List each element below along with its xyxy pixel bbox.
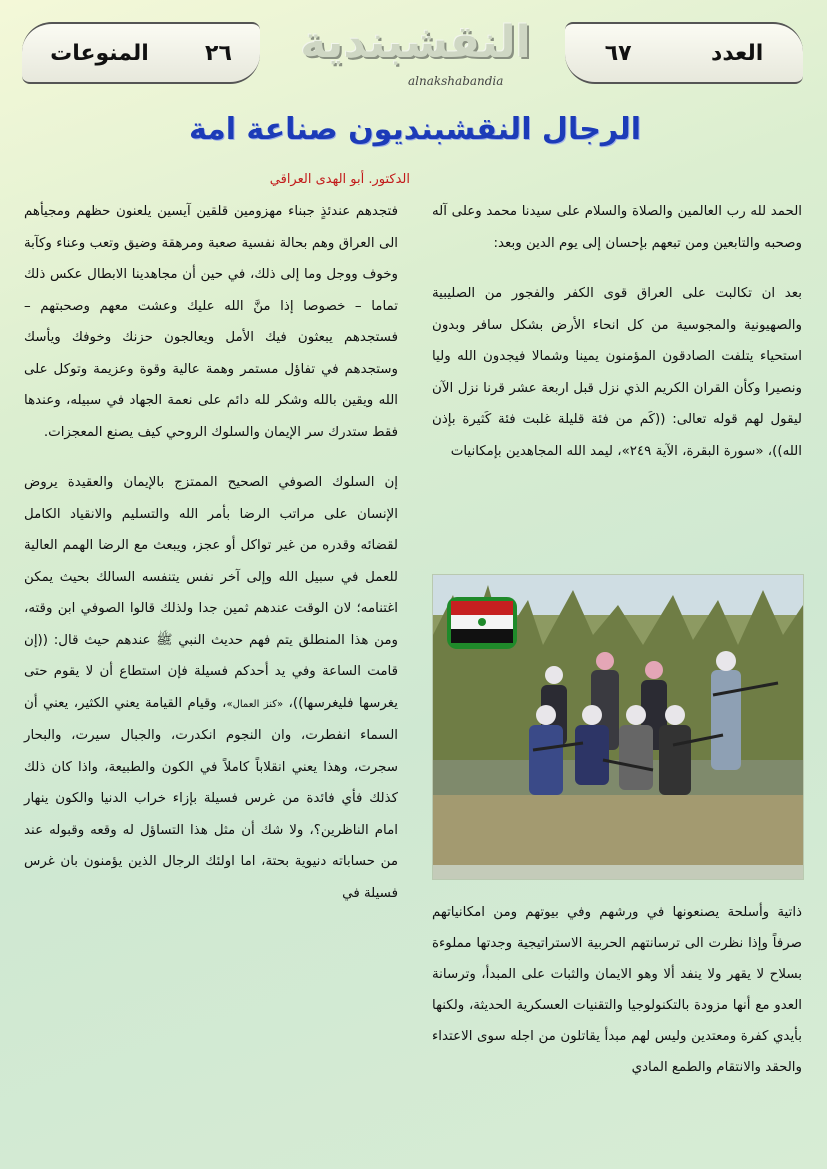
body-paragraph bbox=[24, 467, 398, 909]
logo-latin: alnakshabandia bbox=[408, 74, 504, 88]
page-number: ٢٦ bbox=[205, 40, 232, 66]
right-column-bottom bbox=[432, 897, 802, 1083]
paragraph-text: ، وقيام القيامة يعني الكثير، يعني أن السماء انفطرت، وان النجوم انكدرت، والجبال سيرت، والبحار سجرت، وهذا يعني انقلاباً كاملاً في الكون والطبيعة، واذا كان ذلك كذلك فأي فائدة من غرس فسيلة بإزاء خراب الدنيا والكون ينهار امام الناظرين؟، ولا شك أن مثل هذا التساؤل له وقعه وقبوله عند من حساباته دنيوية بحتة، اما اولئك الرجال الذين يؤمنون بان غرس فسيلة في bbox=[24, 695, 398, 901]
intro-paragraph: الحمد لله رب العالمين والصلاة والسلام على سيدنا محمد وعلى آله وصحبه والتابعين ومن تبعهم بإحسان إلى يوم الدين وبعد: bbox=[432, 204, 802, 251]
issue-number: ٦٧ bbox=[604, 40, 632, 66]
article-photo bbox=[432, 574, 804, 880]
logo-arabic: النقشبندية bbox=[300, 17, 531, 68]
paragraph-text: إن السلوك الصوفي الصحيح الممتزج بالإيمان والعقيدة يروض الإنسان على مراتب الرضا بأمر الله والتسليم والانقياد الكامل لقضائه وقدره من غير تواكل أو عجز، ويبعث مع الرضا الهمم العالية للعمل في سبيل الله وإلى آخر نفس يتنفسه السالك بحيث يمكن اغتنامه؛ لان الوقت عندهم ثمين جدا ولذلك قالوا الصوفي ابن وقته، ومن هذا المنطلق يتم فهم حديث النبي ﷺ عندهم حيث قال: ((إن قامت الساعة وفي يد أحدكم فسيلة فإن استطاع أن لا يقوم حتى يغرسها فليغرسها))، bbox=[24, 475, 398, 711]
issue-banner bbox=[565, 22, 803, 84]
section-banner bbox=[22, 22, 260, 84]
body-paragraph: بعد ان تكالبت على العراق قوى الكفر والفجور من الصليبية والصهيونية والمجوسية من كل انحاء الأرض بشكل سافر وبدون استحياء يتلفت الصادقون المؤمنون يمينا وشمالا فيجدون الله وليا ونصيرا وكأن القران الكريم الذي نزل قبل اربعة عشر قرنا نزل الآن ليقول لهم قوله تعالى: ((كَم من فئة قليلة غلبت فئة كَثيرة بإذن الله))، «سورة البقرة، الآية ٢٤٩»، ليمد الله المجاهدين بإمكانيات bbox=[432, 286, 802, 459]
issue-label: العدد bbox=[711, 40, 764, 66]
body-paragraph: فتجدهم عندئذٍ جبناء مهزومين قلقين آيسين يلعنون حظهم ومجيأهم الى العراق وهم بحالة نفسية صعبة ومرهقة وضيق وتعب وعناء وكآبة وخوف ووجل وما إلى ذلك، في حين أن مجاهدينا الابطال عكس ذلك تماما – خصوصا إذا منَّ الله عليك وعشت معهم وصحبتهم – فستجدهم يبعثون فيك الأمل ويعالجون حزنك وخوفك ويأسك وستجدهم في تفاؤل مستمر وهمة عالية وقوة وعزيمة وتوكل على الله ويقين بالله وشكر لله دائم على نعمة الجهاد في سبيله، وعندها فقط ستدرك سر الإيمان والسلوك الروحي كيف يصنع المعجزات. bbox=[24, 204, 398, 440]
magazine-logo bbox=[298, 12, 533, 94]
left-column bbox=[24, 196, 398, 909]
reference-citation: «كنز العمال» bbox=[226, 698, 284, 710]
article-author: الدكتور. أبو الهدى العراقي bbox=[269, 172, 410, 187]
page-header bbox=[0, 0, 827, 100]
section-name: المنوعات bbox=[50, 40, 149, 66]
photo-of-group-icon bbox=[433, 575, 803, 879]
body-paragraph: ذاتية وأسلحة يصنعونها في ورشهم وفي بيوتهم ومن امكانياتهم صرفاً وإذا نظرت الى ترسانتهم الحربية الاستراتيجية وجدتها مملوءة بسلاح لا يقهر ولا ينفد ألا وهو الايمان والثبات على المبدأ، وترسانة العدو مع أنها مزودة بالتكنولوجيا والتقنيات العسكرية الحديثة، ولكنها بأيدي كفرة ومعتدين وليس لهم مبدأ يقاتلون من اجله سوى الاعتداء والحقد والانتقام والطمع المادي bbox=[432, 905, 802, 1075]
flag-emblem bbox=[447, 597, 517, 649]
right-column-top bbox=[432, 196, 802, 467]
article-title: الرجال النقشبنديون صناعة امة bbox=[188, 112, 642, 147]
